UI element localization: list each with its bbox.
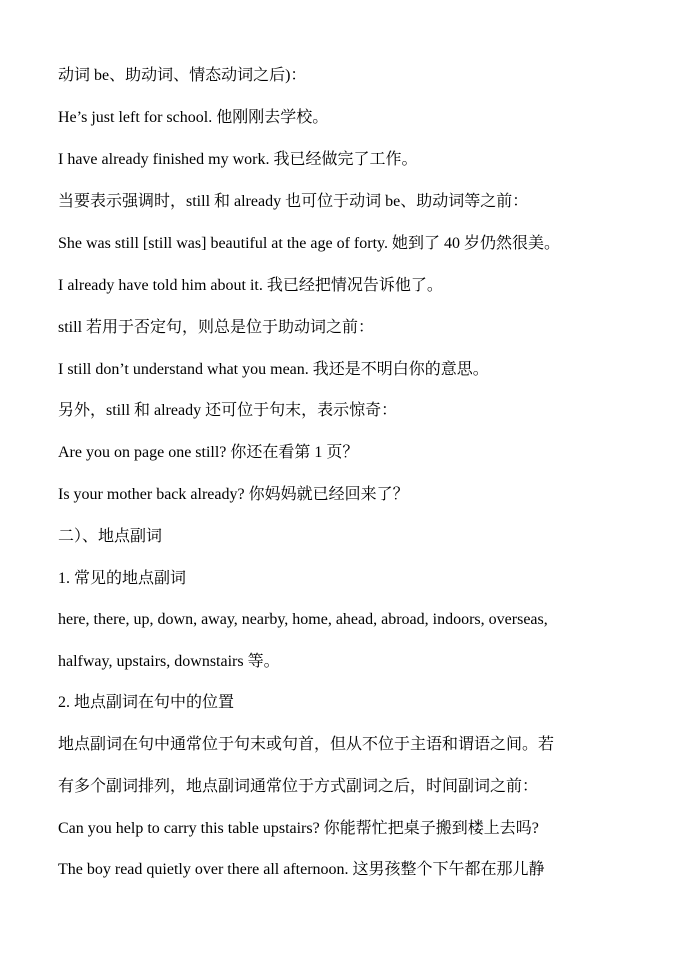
text-line: She was still [still was] beautiful at the age of forty. 她到了 40 岁仍然很美。 [58,235,560,252]
subsection-heading: 1. 常见的地点副词 [58,570,187,587]
text-line: 另外，still 和 already 还可位于句末，表示惊奇： [58,402,398,419]
text-line: I still don’t understand what you mean. 我还是不明白你的意思。 [58,361,489,378]
text-line: Are you on page one still? 你还在看第 1 页？ [58,444,359,461]
text-line: Can you help to carry this table upstairs? 你能帮忙把桌子搬到楼上去吗? [58,820,539,837]
text-line: still 若用于否定句，则总是位于助动词之前： [58,319,375,336]
text-line: halfway, upstairs, downstairs 等。 [58,653,280,670]
text-line: He’s just left for school. 他刚刚去学校。 [58,109,329,126]
text-line: 当要表示强调时，still 和 already 也可位于动词 be、助动词等之前： [58,193,529,210]
subsection-heading: 2. 地点副词在句中的位置 [58,694,235,711]
text-line: 地点副词在句中通常位于句末或句首，但从不位于主语和谓语之间。若 [58,736,555,753]
section-heading: 二）、地点副词 [58,528,163,545]
text-line: here, there, up, down, away, nearby, home, ahead, abroad, indoors, overseas, [58,611,548,628]
text-line: I already have told him about it. 我已经把情况告诉他了。 [58,277,443,294]
text-line: 动词 be、助动词、情态动词之后)： [58,67,307,84]
text-line: I have already finished my work. 我已经做完了工作。 [58,151,418,168]
text-line: Is your mother back already? 你妈妈就已经回来了？ [58,486,409,503]
text-line: 有多个副词排列，地点副词通常位于方式副词之后，时间副词之前： [58,778,539,795]
text-line: The boy read quietly over there all afternoon. 这男孩整个下午都在那儿静 [58,861,545,878]
